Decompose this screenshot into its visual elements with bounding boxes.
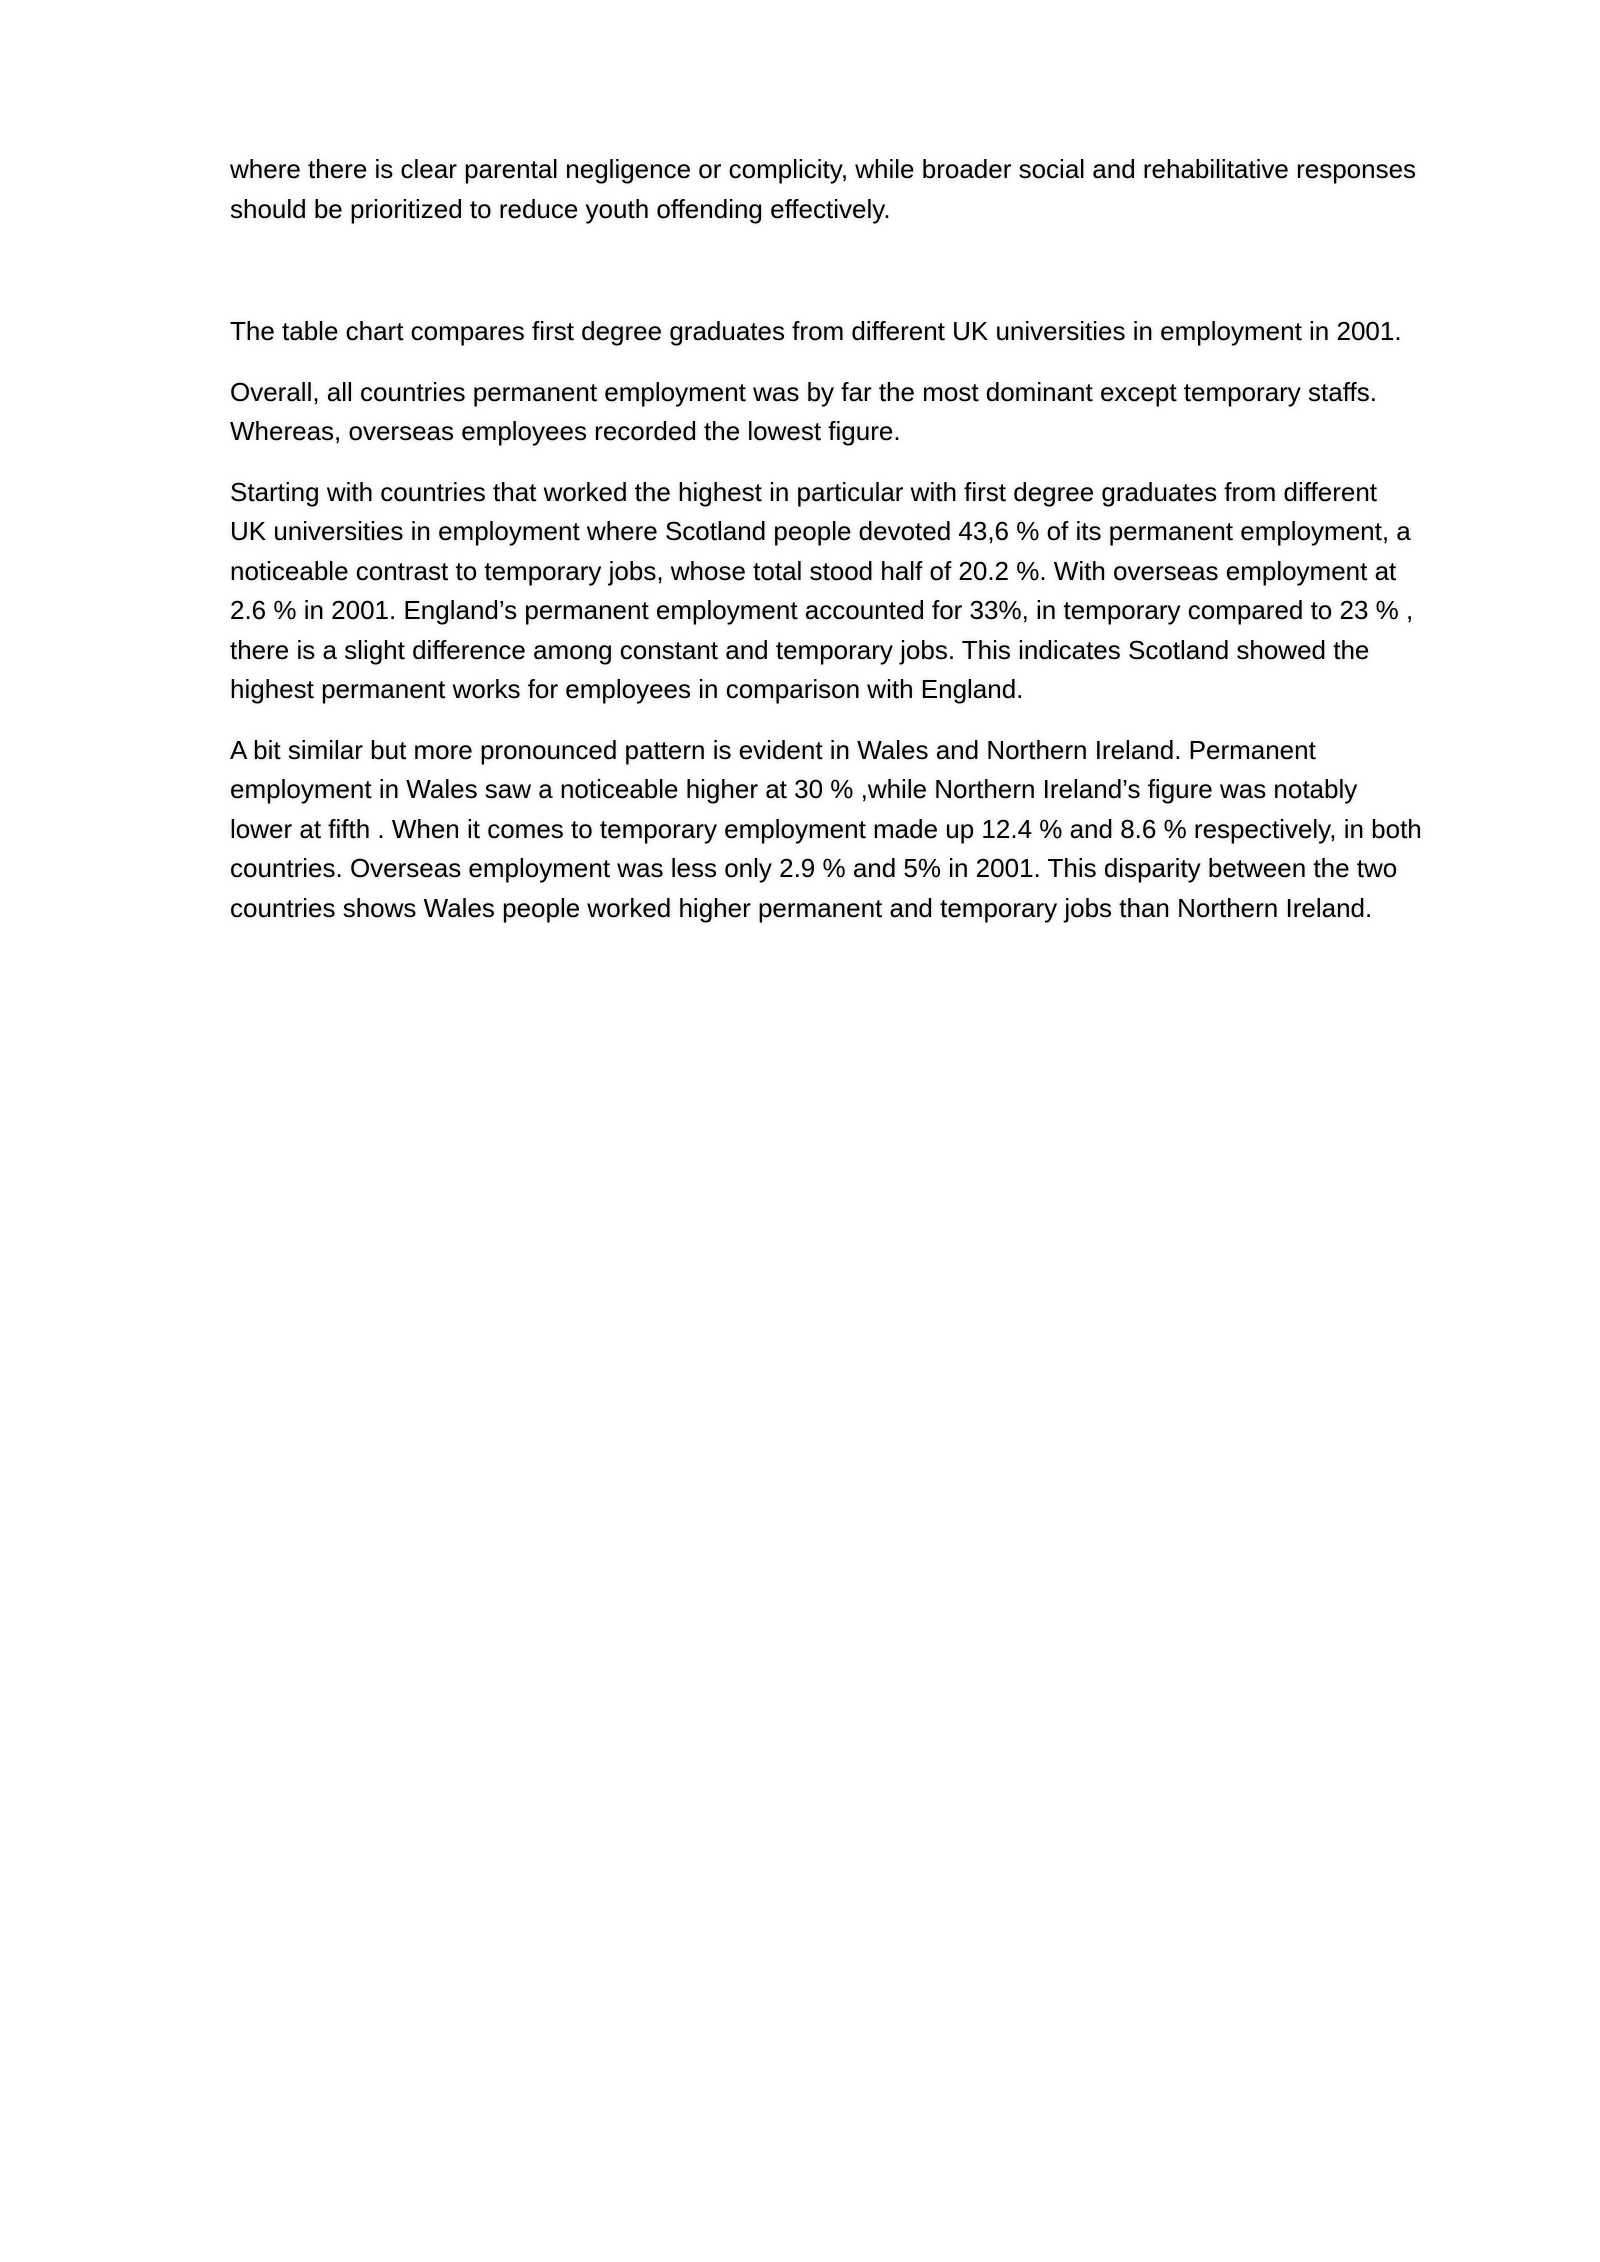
text-line: highest permanent works for employees in comparison with England. xyxy=(230,674,1024,704)
text-line: Whereas, overseas employees recorded the lowest figure. xyxy=(230,416,901,446)
paragraph-spacer xyxy=(230,229,1520,312)
document-body xyxy=(230,150,1520,928)
text-line: Overall, all countries permanent employment was by far the most dominant except temporary staffs. xyxy=(230,376,1377,407)
text-line: 2.6 % in 2001. England’s permanent employment accounted for 33%, in temporary compared to 23 % , xyxy=(230,595,1414,625)
text-line: employment in Wales saw a noticeable higher at 30 % ,while Northern Ireland’s figure was notably xyxy=(230,774,1358,804)
paragraph-spacer xyxy=(230,710,1520,731)
text-line: A bit similar but more pronounced pattern is evident in Wales and Northern Ireland. Permanent xyxy=(230,734,1316,765)
text-line: countries shows Wales people worked higher permanent and temporary jobs than Northern Ireland. xyxy=(230,892,1373,923)
paragraph-body-wales-ni xyxy=(230,731,1520,929)
text-line: where there is clear parental negligence or complicity, while broader social and rehabilitative responses xyxy=(230,154,1417,184)
paragraph-conclusion-fragment xyxy=(230,150,1520,229)
text-line: should be prioritized to reduce youth offending effectively. xyxy=(230,193,891,224)
text-line: lower at fifth . When it comes to temporary employment made up 12.4 % and 8.6 % respectively, in both xyxy=(230,813,1422,844)
text-line: UK universities in employment where Scotland people devoted 43,6 % of its permanent employment, a xyxy=(230,516,1411,546)
text-line: noticeable contrast to temporary jobs, whose total stood half of 20.2 %. With overseas employment at xyxy=(230,555,1397,586)
paragraph-spacer xyxy=(230,452,1520,473)
text-line: The table chart compares first degree graduates from different UK universities in employment in 2001. xyxy=(230,316,1402,346)
paragraph-overview xyxy=(230,373,1520,452)
text-line: Starting with countries that worked the highest in particular with first degree graduates from different xyxy=(230,476,1377,507)
paragraph-body-scotland-england xyxy=(230,473,1520,710)
paragraph-spacer xyxy=(230,352,1520,373)
paragraph-introduction xyxy=(230,312,1520,352)
text-line: there is a slight difference among constant and temporary jobs. This indicates Scotland showed the xyxy=(230,634,1370,665)
text-line: countries. Overseas employment was less only 2.9 % and 5% in 2001. This disparity between the two xyxy=(230,853,1398,883)
